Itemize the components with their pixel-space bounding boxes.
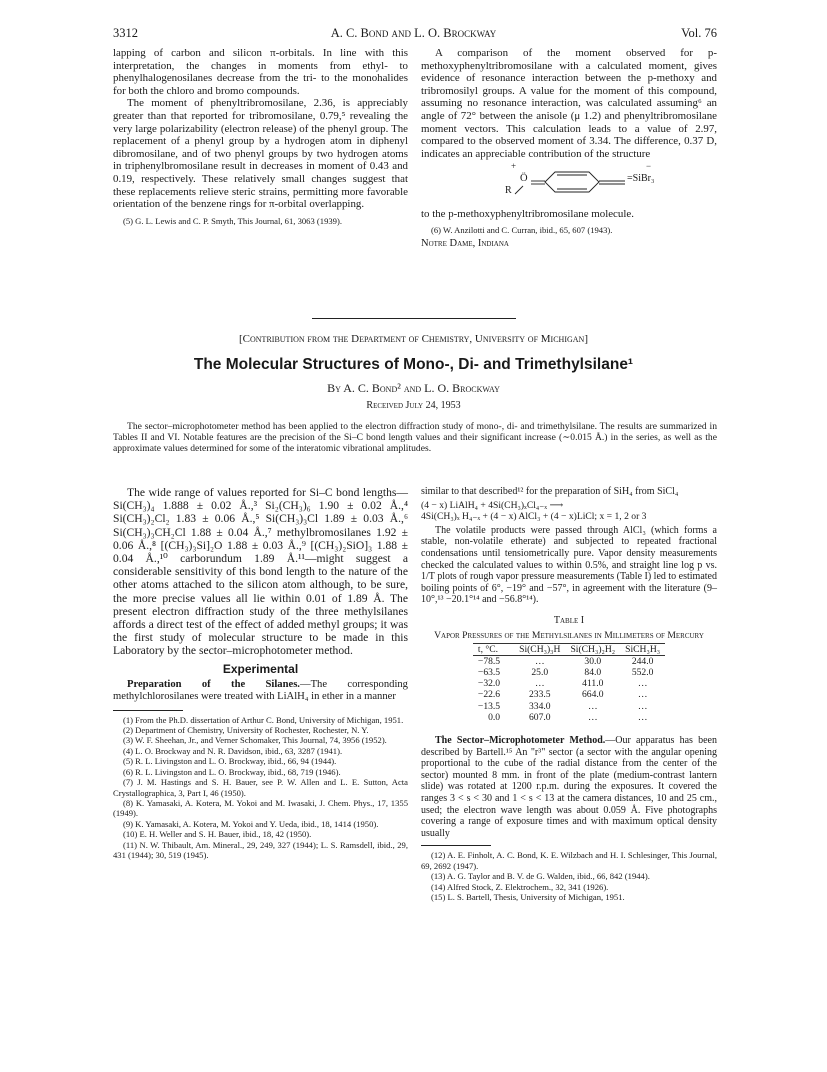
footnote: (11) N. W. Thibault, Am. Mineral., 29, 249, 327 (1944); L. S. Ramsdell, ibid., 29, 431 (1944); 30, 519 (1945).: [113, 839, 408, 860]
prep-heading: Preparation of the Silanes.: [127, 678, 300, 690]
footnote: (13) A. G. Taylor and B. V. de G. Walden, ibid., 66, 842 (1944).: [431, 871, 650, 882]
table-row: [473, 655, 665, 667]
footnote: (9) K. Yamasaki, A. Kotera, M. Yokoi and Y. Ueda, ibid., 18, 1414 (1950).: [123, 818, 379, 829]
table-row: [473, 689, 665, 700]
table-header: SiCH₃H₃: [620, 643, 665, 655]
structure-plus: +: [511, 161, 517, 172]
table-cell: −78.5: [477, 655, 501, 667]
paragraph: [421, 735, 717, 839]
table-cell: −63.5: [477, 666, 501, 678]
footnote: (2) Department of Chemistry, University of Rochester, Rochester, N. Y.: [123, 725, 369, 736]
footnote-rule: [113, 710, 183, 711]
table-row: [473, 701, 665, 712]
equation-line-1: (4 − x) LiAlH₄ + 4Si(CH₃)ₓCl₄₋ₓ ⟶: [421, 499, 564, 511]
top-left-column: [113, 47, 408, 226]
table-cell: …: [637, 678, 648, 690]
contribution-line: [Contribution from the Department of Chemistry, University of Michigan]: [239, 333, 588, 345]
table-cell: −32.0: [477, 678, 501, 690]
table-header: t, °C.: [473, 643, 514, 655]
footnote: (7) J. M. Hastings and S. H. Bauer, see P. W. Allen and L. E. Sutton, Acta Crystallographica, 3, Part I, 46 (1950).: [113, 777, 408, 798]
table-header: Si(CH₃)₃H: [514, 643, 565, 655]
footnote: (6) R. L. Livingston and L. O. Brockway, ibid., 68, 719 (1946).: [123, 766, 341, 777]
structure-minus: −: [646, 161, 652, 172]
table-header-row: [473, 643, 665, 655]
table-cell: 334.0: [528, 700, 551, 712]
footnote: (5) R. L. Livingston and L. O. Brockway, ibid., 66, 94 (1944).: [123, 756, 337, 767]
table-cell: …: [637, 700, 648, 712]
structure-r: R: [505, 185, 512, 197]
received-date: Received July 24, 1953: [366, 400, 461, 411]
resonance-structure: [421, 160, 717, 204]
footnote: (1) From the Ph.D. dissertation of Arthur C. Bond, University of Michigan, 1951.: [123, 714, 404, 725]
top-right-column: [421, 47, 717, 251]
structure-o: Ö: [520, 173, 528, 185]
table-label: Table I: [553, 614, 585, 626]
footnotes: [113, 715, 408, 861]
running-title: A. C. Bond and L. O. Brockway: [330, 26, 497, 40]
article-title: The Molecular Structures of Mono-, Di- and Trimethylsilane¹: [193, 356, 634, 373]
location: Notre Dame, Indiana: [421, 238, 509, 250]
paragraph: A comparison of the moment observed for p-methoxyphenyltribromosilane with a calculated moment, gives evidence of resonance interaction between the p-methoxy and tribromosilyl groups. A value for the moment of this compound, assuming no resonance interaction, was calculated assuming⁶ an angle of 72° between the anisole (μ 1.2) and phenyltribromosilane moment vectors. This calculation leads to a value of 2.97, compared to the observed moment of 3.34. The difference, 0.37 D, indicates an appreciable contribution of the structure: [421, 47, 717, 160]
table-cell: 233.5: [528, 689, 551, 701]
body-left-column: [113, 486, 408, 860]
footnote-rule: [421, 845, 491, 846]
table-cell: …: [534, 655, 545, 667]
table-cell: 0.0: [488, 711, 501, 723]
footnote: (15) L. S. Bartell, Thesis, University of Michigan, 1951.: [431, 891, 625, 902]
body-right-column: [421, 486, 717, 902]
volume-label: Vol. 76: [681, 26, 717, 40]
footnote: (10) E. H. Weller and S. H. Bauer, ibid., 18, 42 (1950).: [123, 829, 312, 840]
paragraph: The volatile products were passed through AlCl₃ (which forms a stable, non-volatile etherate) and subjected to repeated fractional condensations until tensiometrically pure. Vapor density measurements checked the calculated values to within 0.5%, and straight line log p vs. 1/T plots of rough vapor pressure measurements (Table I) led to estimated boiling points of 6°, −19° and −57°, in agreement with the literature (9–10°,¹³ −20.1°¹⁴ and −56.8°¹⁴).: [421, 524, 717, 606]
table-cell: 25.0: [531, 666, 549, 678]
sector-heading: The Sector–Microphotometer Method.: [435, 734, 606, 746]
footnote: (3) W. F. Sheehan, Jr., and Verner Schomaker, This Journal, 74, 3956 (1952).: [123, 735, 387, 746]
footnote: (6) W. Anzilotti and C. Curran, ibid., 65, 607 (1943).: [431, 224, 613, 235]
table-header: Si(CH₃)₂H₂: [565, 643, 620, 655]
paragraph: The moment of phenyltribromosilane, 2.36, is appreciably greater than that reported for tribromosilane, 0.79,⁵ revealing the very large polarizability (electron release) of the phenyl group. The replacement of a phenyl group by a hydrogen atom in diphenyl dibromosilane, and of two phenyl groups by two hydrogen atoms in triphenylbromosilane result in decreases in moment of 0.43 and 0.19, respectively. These relatively small changes suggest that these replacements relieve steric strains, permitting more favorable orientation of the benzene rings for π-orbital overlapping.: [113, 97, 408, 211]
footnotes: [421, 850, 717, 902]
sector-text: —Our apparatus has been described by Bartell.¹⁵ An "r³" sector (a sector with the angular opening proportional to the cube of the radial distance from the center of the sector) mounted 8 mm. in front of the plate (medium-contrast lantern slide) was rotated at 1200 r.p.m. during the exposures. It covered the ranges 3 < s < 30 and 1 < s < 13 at the camera distances, 10 and 25 cm., used; the electron wave length was about 0.059 Å. Five photographs covering a range of exposure times and with maximum optical density usually: [421, 734, 717, 839]
table-cell: 84.0: [584, 666, 602, 678]
table-cell: 411.0: [582, 678, 604, 690]
section-divider: [312, 318, 516, 319]
experimental-heading: Experimental: [222, 661, 299, 676]
byline: By A. C. Bond² and L. O. Brockway: [327, 381, 500, 395]
paragraph: to the p-methoxyphenyltribromosilane molecule.: [421, 208, 634, 221]
footnote: (12) A. E. Finholt, A. C. Bond, K. E. Wilzbach and H. I. Schlesinger, This Journal, 69, 2692 (1947).: [421, 850, 717, 871]
footnote: (14) Alfred Stock, Z. Elektrochem., 32, 341 (1926).: [431, 881, 609, 892]
prep-text: —The corresponding methylchlorosilanes were treated with LiAlH₄ in ether in a manner: [113, 678, 408, 703]
table-row: [473, 678, 665, 689]
table-cell: 244.0: [631, 655, 654, 667]
paragraph: The wide range of values reported for Si–C bond lengths—Si(CH₃)₄ 1.888 ± 0.02 Å.,³ Si₂(CH₃)₆ 1.90 ± 0.02 Å.,⁴ Si(CH₃)₂Cl₂ 1.83 ± 0.06 Å.,⁵ Si(CH₃)₃Cl 1.89 ± 0.03 Å.,⁶ Si(CH₃)₃CH₂Cl 1.88 ± 0.04 Å.,⁷ methylbromosilanes 1.92 ± 0.06 Å.,⁸ [(CH₃)₃Si]₂O 1.88 ± 0.03 Å.,⁹ [(CH₃)₂SiO]₃ 1.88 ± 0.04 Å.,¹⁰ carborundum 1.89 Å.¹¹—might suggest a considerable sensitivity of this bond length to the nature of the other atoms attached to the silicon atom although, to be sure, the more precise values all lie within 0.01 of 1.89 Å. The present electron diffraction study of the three methylsilanes affords a direct test of the effect of added methyl groups; it was the first study of molecular structure to be made in this Laboratory by the sector–microphotometer method.: [113, 486, 408, 658]
paragraph: [113, 679, 408, 704]
table-cell: −13.5: [477, 700, 501, 712]
footnote: (4) L. O. Brockway and N. R. Davidson, ibid., 63, 3287 (1941).: [123, 745, 343, 756]
footnote: (8) K. Yamasaki, A. Kotera, M. Yokoi and M. Iwasaki, J. Chem. Phys., 17, 1355 (1949).: [113, 797, 408, 819]
table-cell: −22.6: [477, 689, 501, 701]
table-cell: …: [637, 689, 648, 701]
benzene-ring-icon: [513, 164, 633, 202]
table-cell: 552.0: [631, 666, 654, 678]
table-cell: …: [588, 700, 598, 712]
table-caption: Vapor Pressures of the Methylsilanes in Millimeters of Mercury: [434, 629, 704, 641]
paragraph: similar to that described¹² for the preparation of SiH₄ from SiCl₄: [421, 486, 679, 497]
table-row: [473, 667, 665, 678]
table-cell: …: [588, 711, 598, 723]
table-cell: 607.0: [528, 711, 551, 723]
paragraph: lapping of carbon and silicon π-orbitals. In line with this interpretation, the changes in moments from ethyl- to phenylhalogenosilanes decrease from the tri- to the monohalides for both the chloro and bromo compounds.: [113, 47, 408, 97]
table-cell: 30.0: [584, 655, 602, 667]
table-cell: 664.0: [582, 689, 604, 701]
structure-sibr3: =SiBr₃: [627, 173, 655, 185]
table-cell: …: [534, 678, 545, 690]
table-cell: …: [637, 711, 648, 723]
table-row: [473, 712, 665, 723]
footnote: (5) G. L. Lewis and C. P. Smyth, This Journal, 61, 3063 (1939).: [123, 215, 342, 226]
page-number: 3312: [113, 26, 138, 40]
vapor-pressure-table: [473, 643, 665, 723]
equation-line-2: 4Si(CH₃)ₓ H₄₋ₓ + (4 − x) AlCl₃ + (4 − x)LiCl; x = 1, 2 or 3: [421, 511, 647, 523]
abstract: The sector–microphotometer method has been applied to the electron diffraction study of mono-, di- and trimethylsilane. The results are summarized in Tables II and VI. Notable features are the precision of the Si–C bond length values and their significant increase (∼0.015 Å.) in the series, as well as the approximate values determined for some of the interatomic vibrational amplitudes.: [113, 421, 717, 454]
